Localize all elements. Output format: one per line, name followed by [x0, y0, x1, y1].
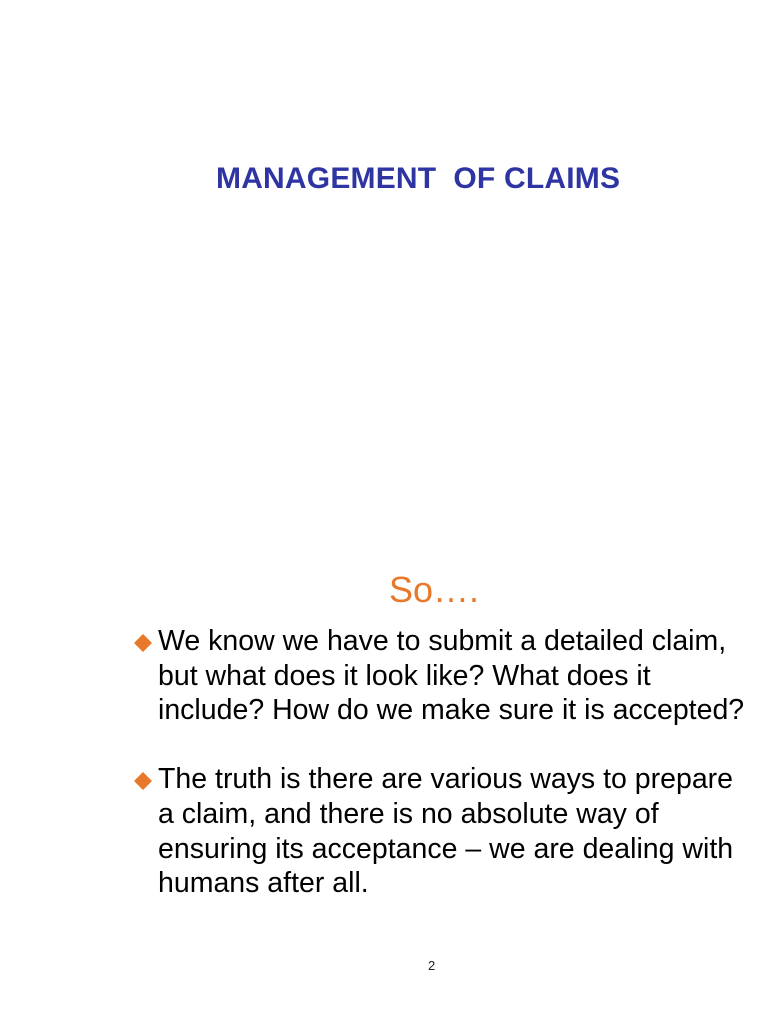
bullet-text: We know we have to submit a detailed claim, but what does it look like? What does it include? How do we make sure it is accepted? — [158, 625, 745, 727]
diamond-bullet-icon — [134, 634, 152, 652]
bullet-list — [130, 624, 750, 901]
bullet-item — [130, 624, 750, 728]
diamond-bullet-icon — [134, 772, 152, 790]
page-number: 2 — [428, 958, 436, 973]
bullet-text: The truth is there are various ways to prepare a claim, and there is no absolute way of ensuring its acceptance – we are dealing with humans after all. — [158, 763, 734, 900]
slide-title: MANAGEMENT OF CLAIMS — [216, 162, 621, 195]
bullet-item — [130, 762, 750, 900]
slide-subtitle: So…. — [389, 569, 480, 610]
